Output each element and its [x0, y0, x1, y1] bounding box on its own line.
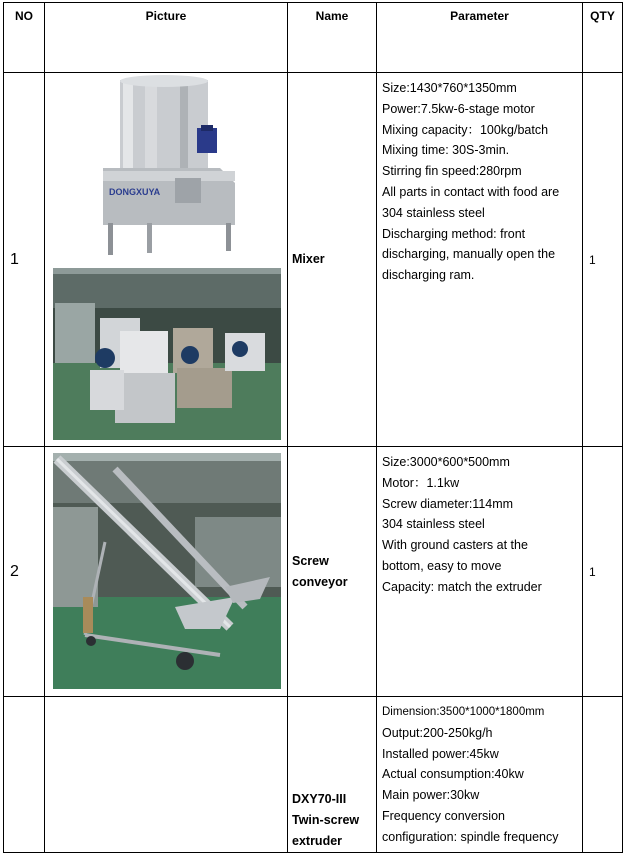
- quantity: 1: [583, 447, 623, 697]
- quantity: 1: [583, 73, 623, 447]
- param-line: configuration: spindle frequency: [382, 829, 559, 844]
- param-line: Power:7.5kw-6-stage motor: [382, 101, 535, 116]
- param-line: Discharging method: front: [382, 226, 526, 241]
- picture-cell: [45, 73, 288, 447]
- param-line: Dimension:3500*1000*1800mm: [382, 706, 545, 718]
- table-row: [4, 447, 623, 697]
- param-line: 304 stainless steel: [382, 517, 485, 532]
- screw-conveyor-picture: [45, 447, 288, 695]
- param-line: bottom, easy to move: [382, 558, 502, 573]
- header-row: [4, 3, 623, 73]
- table-row: [4, 697, 623, 853]
- header-name: Name: [288, 3, 377, 73]
- name-line: Twin-screw: [292, 813, 360, 827]
- param-line: Frequency conversion: [382, 808, 505, 823]
- param-line: 304 stainless steel: [382, 205, 485, 220]
- item-name: [288, 447, 377, 697]
- header-qty: QTY: [583, 3, 623, 73]
- item-name: [288, 73, 377, 447]
- picture-cell: [45, 697, 288, 853]
- header-parameter: Parameter: [377, 3, 583, 73]
- param-line: Motor：1.1kw: [382, 475, 460, 490]
- name-line: Screw: [292, 553, 329, 568]
- name-line: Mixer: [292, 252, 325, 266]
- quantity: [583, 697, 623, 853]
- param-line: Mixing time: 30S-3min.: [382, 143, 510, 158]
- table-row: [4, 73, 623, 447]
- mixer-picture: [45, 73, 288, 445]
- name-line: extruder: [292, 834, 343, 848]
- param-line: Mixing capacity：100kg/batch: [382, 122, 549, 137]
- param-line: discharging, manually open the: [382, 247, 556, 262]
- mixer-product-photo: [93, 75, 241, 255]
- item-name: [288, 697, 377, 853]
- param-line: With ground casters at the: [382, 538, 528, 553]
- param-line: Screw diameter:114mm: [382, 496, 514, 511]
- header-picture: Picture: [45, 3, 288, 73]
- param-line: All parts in contact with food are: [382, 184, 560, 199]
- param-line: Size:1430*760*1350mm: [382, 81, 517, 95]
- picture-cell: [45, 447, 288, 697]
- param-line: discharging ram.: [382, 268, 475, 283]
- parameter-cell: [377, 697, 583, 853]
- param-line: Actual consumption:40kw: [382, 767, 524, 782]
- param-line: Output:200-250kg/h: [382, 725, 493, 740]
- param-line: Installed power:45kw: [382, 746, 499, 761]
- mixer-factory-photo: [53, 268, 281, 440]
- header-no: NO: [4, 3, 45, 73]
- row-number: 1: [4, 73, 45, 447]
- brand-label: DONGXUYA: [109, 187, 161, 197]
- param-line: Capacity: match the extruder: [382, 579, 542, 594]
- name-line: conveyor: [292, 574, 348, 589]
- equipment-table: [3, 2, 623, 853]
- name-line: DXY70-III: [292, 792, 347, 806]
- row-number: 2: [4, 447, 45, 697]
- screw-conveyor-photo: [53, 453, 281, 689]
- param-line: Stirring fin speed:280rpm: [382, 164, 522, 179]
- row-number: [4, 697, 45, 853]
- parameter-cell: [377, 73, 583, 447]
- parameter-cell: [377, 447, 583, 697]
- param-line: Size:3000*600*500mm: [382, 455, 510, 469]
- param-line: Main power:30kw: [382, 788, 480, 803]
